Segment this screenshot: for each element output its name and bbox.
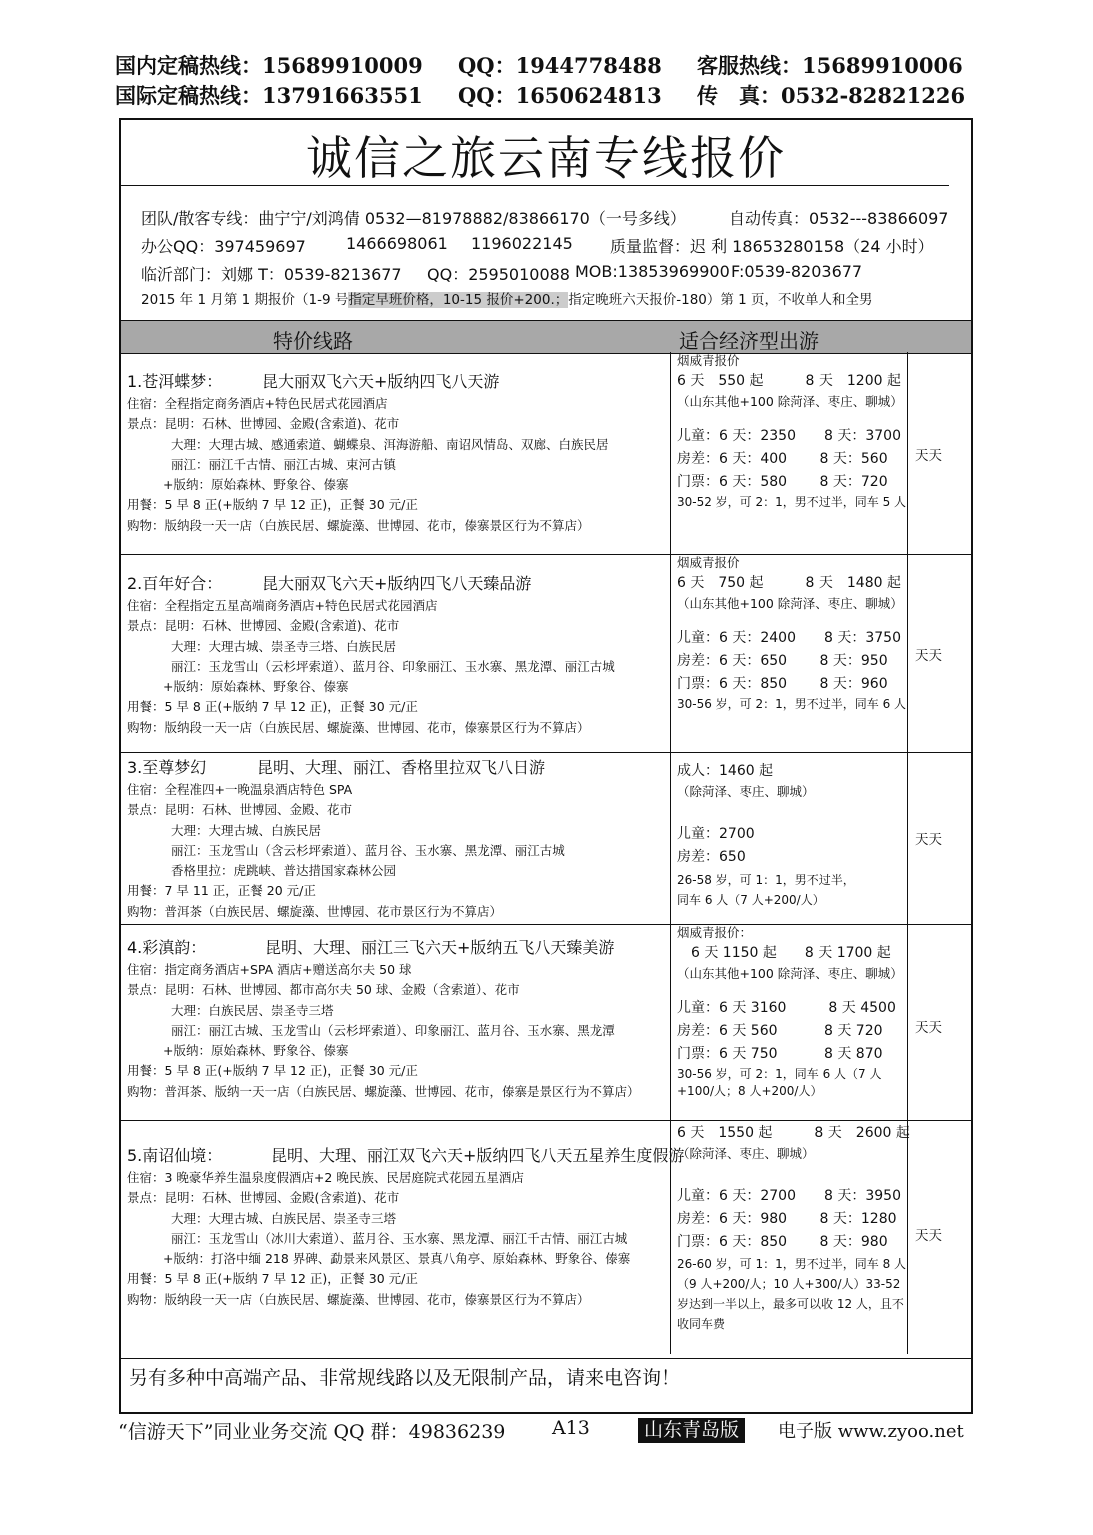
route-details: 1.苍洱蝶梦： 昆大丽双飞六天+版纳四飞八天游 住宿：全程指定商务酒店+特色民居式花园酒店 景点：昆明：石林、世博园、金殿(含索道)、花市 大理：大理古城、感通索道、蝴蝶泉、洱海游船、南诏风情岛、双廊、白族民居 丽江：丽江千古情、丽江古城、束河古镇 +版纳：原始森林、野象谷、傣寨 用餐：5 早 8 正(+版纳 7 早 12 正)，正餐 30 元/正 购物：版纳段一天一店（白族民居、螺旋藻、世博园、花市，傣寨景区行为不算店） bbox=[127, 372, 609, 533]
linyi-qq: QQ：2595010088 bbox=[427, 265, 570, 284]
route-price: 6 天 1550 起 8 天 2600 起 （除菏泽、枣庄、聊城） 儿童：6 天：2700 8 天：3950 房差：6 天：980 8 天：1280 门票：6 天：850 8 天：980 26-60 岁，可 1：1，男不过半，同车 8 人（9 人+200/人；10 人+300/人）33-52 岁达到一半以上，最多可以收 12 人，且不收同车费 bbox=[677, 1125, 910, 1331]
route-details: 3.至尊梦幻 昆明、大理、丽江、香格里拉双飞八日游 住宿：全程准四+一晚温泉酒店特色 SPA 景点：昆明：石林、世博园、金殿、花市 大理：大理古城、白族民居 丽江：玉龙雪山（含云杉坪索道）、蓝月谷、玉水寨、黑龙潭、丽江古城 香格里拉：虎跳峡、普达措国家森林公园 用餐：7 早 11 正，正餐 20 元/正 购物：普洱茶（白族民居、螺旋藻、世博园、花市景区行为不算店） bbox=[127, 758, 565, 919]
departure-schedule: 天天 bbox=[915, 832, 942, 848]
footer-qq-group: “信游天下”同业业务交流 QQ 群：49836239 bbox=[118, 1421, 506, 1443]
route-name: 2.百年好合： bbox=[127, 574, 223, 593]
route-row bbox=[121, 752, 971, 925]
quality-supervision: 质量监督：迟 利 18653280158（24 小时） bbox=[610, 237, 934, 256]
departure-schedule: 天天 bbox=[915, 448, 942, 464]
title-divider bbox=[121, 185, 949, 186]
departure-schedule: 天天 bbox=[915, 648, 942, 664]
page-number: A13 bbox=[552, 1417, 590, 1439]
issue-note: 2015 年 1 月第 1 期报价（1-9 号指定早班价格，10-15 报价+200.；指定晚班六天报价-180）第 1 页，不收单人和全男 bbox=[141, 292, 873, 308]
linyi-fax: F:0539-8203677 bbox=[731, 262, 863, 281]
route-details: 4.彩滇韵： 昆明、大理、丽江三飞六天+版纳五飞八天臻美游 住宿：指定商务酒店+SPA 酒店+赠送高尔夫 50 球 景点：昆明：石林、世博园、都市高尔夫 50 球、金殿（含索道）、花市 大理：白族民居、崇圣寺三塔 丽江：丽江古城、玉龙雪山（云杉坪索道）、印象丽江、蓝月谷、玉水寨、黑龙潭 +版纳：原始森林、野象谷、傣寨 用餐：5 早 8 正(+版纳 7 早 12 正)，正餐 30 元/正 购物：普洱茶、版纳一天一店（白族民居、螺旋藻、世博园、花市，傣寨是景区行为不算店） bbox=[127, 938, 640, 1099]
contact-line-2 bbox=[141, 234, 934, 257]
route-details: 2.百年好合： 昆大丽双飞六天+版纳四飞八天臻品游 住宿：全程指定五星高端商务酒店+特色民居式花园酒店 景点：昆明：石林、世博园、金殿(含索道)、花市 大理：大理古城、崇圣寺三塔、白族民居 丽江：玉龙雪山（云杉坪索道）、蓝月谷、印象丽江、玉水寨、黑龙潭、丽江古城 +版纳：原始森林、野象谷、傣寨 用餐：5 早 8 正(+版纳 7 早 12 正)，正餐 30 元/正 购物：版纳段一天一店（白族民居、螺旋藻、世博园、花市，傣寨景区行为不算店） bbox=[127, 574, 615, 735]
auto-fax: 自动传真：0532---83866097 bbox=[729, 209, 949, 228]
route-subtitle: 昆明、大理、丽江、香格里拉双飞八日游 bbox=[257, 758, 546, 777]
highlighted-price-note: 指定早班价格，10-15 报价+200.； bbox=[348, 292, 569, 308]
route-price: 成人：1460 起 （除菏泽、枣庄、聊城） 儿童：2700 房差：650 26-58 岁，可 1：1，男不过半， 同车 6 人（7 人+200/人） bbox=[677, 763, 855, 907]
website-link[interactable]: 电子版 www.zyoo.net bbox=[778, 1421, 964, 1442]
route-price: 烟威青报价 6 天 750 起 8 天 1480 起 （山东其他+100 除菏泽、枣庄、聊城） 儿童：6 天：2400 8 天：3750 房差：6 天：650 8 天：950 门票：6 天：850 8 天：960 30-56 岁，可 2：1，男不过半，同车 6 人 bbox=[677, 555, 907, 711]
route-subtitle: 昆明、大理、丽江三飞六天+版纳五飞八天臻美游 bbox=[265, 938, 615, 957]
route-price: 烟威青报价： 6 天 1150 起 8 天 1700 起 （山东其他+100 除菏泽、枣庄、聊城） 儿童：6 天 3160 8 天 4500 房差：6 天 560 8 天 720 门票：6 天 750 8 天 870 30-56 岁，可 2：1，同车 6 人（7 人+100/人；8 人+200/人） bbox=[677, 925, 903, 1098]
price-sheet bbox=[119, 118, 973, 1414]
intl-qq: QQ：1650624813 bbox=[458, 83, 662, 108]
header-routes: 特价线路 bbox=[273, 329, 353, 353]
edition-badge: 山东青岛版 bbox=[638, 1418, 745, 1443]
route-name: 1.苍洱蝶梦： bbox=[127, 372, 223, 391]
departure-schedule: 天天 bbox=[915, 1228, 942, 1244]
header-economy: 适合经济型出游 bbox=[679, 329, 819, 353]
route-row bbox=[121, 352, 971, 555]
linyi-mobile: MOB:13853969900 bbox=[575, 262, 730, 281]
inquiry-note: 另有多种中高端产品、非常规线路以及无限制产品，请来电咨询！ bbox=[129, 1367, 681, 1389]
route-subtitle: 昆大丽双飞六天+版纳四飞八天游 bbox=[262, 372, 500, 391]
page-title: 诚信之旅云南专线报价 bbox=[306, 131, 786, 185]
route-row bbox=[121, 554, 971, 753]
route-price: 烟威青报价 6 天 550 起 8 天 1200 起 （山东其他+100 除菏泽、枣庄、聊城） 儿童：6 天：2350 8 天：3700 房差：6 天：400 8 天：560 门票：6 天：580 8 天：720 30-52 岁，可 2：1，男不过半，同车 5 人 bbox=[677, 353, 907, 509]
office-qq: 办公QQ：397459697 bbox=[141, 237, 306, 256]
service-hotline: 客服热线：15689910006 bbox=[697, 53, 963, 78]
route-name: 5.南诏仙境： bbox=[127, 1146, 223, 1165]
contact-line-3 bbox=[141, 262, 863, 285]
fax-number: 传 真：0532-82821226 bbox=[697, 83, 966, 108]
domestic-qq: QQ：1944778488 bbox=[458, 53, 662, 78]
linyi-dept: 临沂部门：刘娜 T：0539-8213677 bbox=[141, 265, 402, 284]
contact-line-1 bbox=[141, 206, 949, 229]
route-row bbox=[121, 1120, 971, 1359]
domestic-hotline: 国内定稿热线：15689910009 bbox=[115, 53, 423, 78]
route-subtitle: 昆明、大理、丽江双飞六天+版纳四飞八天五星养生度假游 bbox=[271, 1146, 685, 1165]
office-qq-3: 1196022145 bbox=[471, 234, 573, 253]
route-name: 4.彩滇韵： bbox=[127, 938, 207, 957]
office-qq-2: 1466698061 bbox=[346, 234, 448, 253]
route-subtitle: 昆大丽双飞六天+版纳四飞八天臻品游 bbox=[262, 574, 532, 593]
group-hotline: 团队/散客专线：曲宁宁/刘鸿倩 0532—81978882/83866170（一号多线） bbox=[141, 209, 686, 228]
table-header bbox=[121, 320, 971, 354]
intl-hotline: 国际定稿热线：13791663551 bbox=[115, 83, 423, 108]
departure-schedule: 天天 bbox=[915, 1020, 942, 1036]
route-name: 3.至尊梦幻 bbox=[127, 758, 207, 777]
route-row bbox=[121, 924, 971, 1121]
route-details: 5.南诏仙境： 昆明、大理、丽江双飞六天+版纳四飞八天五星养生度假游 住宿：3 晚豪华养生温泉度假酒店+2 晚民族、民居庭院式花园五星酒店 景点：昆明：石林、世博园、金殿(含索道)、花市 大理：大理古城、白族民居、崇圣寺三塔 丽江：玉龙雪山（冰川大索道）、蓝月谷、玉水寨、黑龙潭、丽江千古情、丽江古城 +版纳：打洛中缅 218 界碑、勐景来风景区、景真八角亭、原始森林、野象谷、傣寨 用餐：5 早 8 正(+版纳 7 早 12 正)，正餐 30 元/正 购物：版纳段一天一店（白族民居、螺旋藻、世博园、花市，傣寨景区行为不算店） bbox=[127, 1146, 685, 1307]
